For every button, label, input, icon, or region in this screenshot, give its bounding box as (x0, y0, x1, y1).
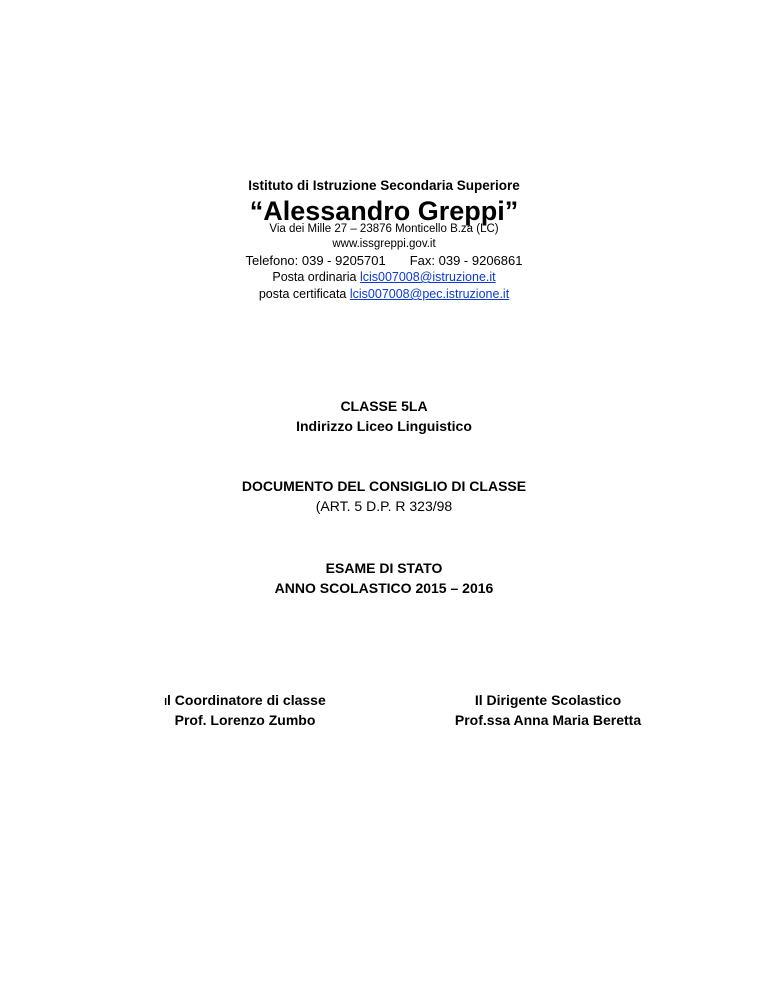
coordinator-role-text: l Coordinatore di classe (167, 692, 326, 708)
ordinary-mail-label: Posta ordinaria (272, 270, 357, 284)
document-title: DOCUMENTO DEL CONSIGLIO DI CLASSE (241, 478, 527, 494)
exam-title: ESAME DI STATO (325, 560, 443, 576)
principal-name: Prof.ssa Anna Maria Beretta (454, 712, 642, 728)
phone-number: Telefono: 039 - 9205701 (245, 253, 386, 268)
school-name: “Alessandro Greppi” (249, 196, 519, 226)
class-title: CLASSE 5LA (340, 398, 428, 414)
school-year: ANNO SCOLASTICO 2015 – 2016 (274, 580, 494, 596)
ordinary-mail-link[interactable]: lcis007008@istruzione.it (359, 270, 496, 284)
contact-phones (0, 253, 768, 268)
school-address: Via dei Mille 27 – 23876 Monticello B.za (LC) (269, 223, 499, 235)
principal-signature (438, 692, 658, 728)
certified-mail-label: posta certificata (258, 287, 347, 301)
document-reference: (ART. 5 D.P. R 323/98 (315, 498, 453, 514)
fax-number: Fax: 039 - 9206861 (409, 253, 523, 268)
institute-type: Istituto di Istruzione Secondaria Superiore (248, 178, 520, 193)
certified-mail-line (0, 287, 768, 301)
school-website: www.issgreppi.gov.it (332, 238, 436, 250)
coordinator-name: Prof. Lorenzo Zumbo (174, 712, 316, 728)
coordinator-role-prefix: I (164, 697, 168, 708)
principal-role: Il Dirigente Scolastico (474, 692, 622, 708)
ordinary-mail-line (0, 270, 768, 284)
class-track: Indirizzo Liceo Linguistico (296, 418, 472, 434)
certified-mail-link[interactable]: lcis007008@pec.istruzione.it (349, 287, 510, 301)
coordinator-role (150, 692, 340, 712)
coordinator-signature (150, 692, 340, 728)
